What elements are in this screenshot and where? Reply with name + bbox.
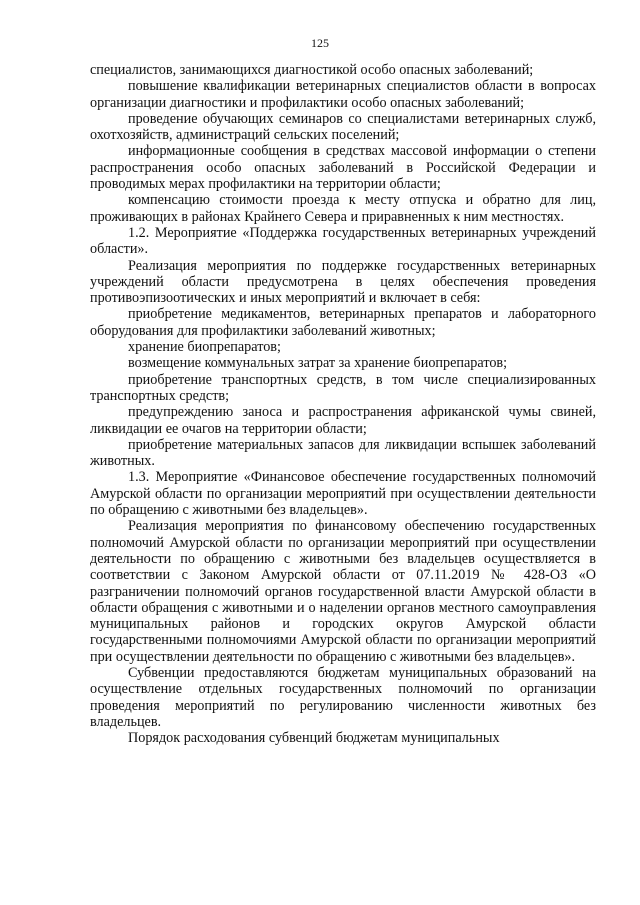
paragraph-11: приобретение транспортных средств, в том числе специализированных транспортных средств; [90,371,596,404]
paragraph-3: проведение обучающих семинаров со специалистами ветеринарных служб, охотхозяйств, администраций сельских поселений; [90,110,596,144]
paragraph-5: компенсацию стоимости проезда к месту отпуска и обратно для лиц, проживающих в районах Крайнего Севера и приравненных к ним местностях. [90,192,596,225]
paragraph-4: информационные сообщения в средствах массовой информации о степени распространения особо опасных заболеваний в Российской Федерации и проводимых мерах профилактики на территории области; [90,143,596,193]
paragraph-12: предупреждению заноса и распространения африканской чумы свиней, ликвидации ее очагов на территории области; [90,404,596,437]
page-number: 125 [311,36,329,50]
paragraph-16: Субвенции предоставляются бюджетам муниципальных образований на осуществление отдельных государственных полномочий по организации проведения мероприятий по регулированию численности животных без владельцев. [90,664,596,730]
paragraph-13: приобретение материальных запасов для ликвидации вспышек заболеваний животных. [90,436,596,470]
section-heading-1-3: 1.3. Мероприятие «Финансовое обеспечение государственных полномочий Амурской области по организации мероприятий при осуществлении деятельности по обращению с животными без владельцев». [90,469,596,519]
paragraph-7: Реализация мероприятия по поддержке государственных ветеринарных учреждений области предусмотрена в целях обеспечения проведения противоэпизоотических и иных мероприятий и включает в себя: [90,257,596,307]
paragraph-8: приобретение медикаментов, ветеринарных препаратов и лабораторного оборудования для профилактики заболеваний животных; [90,306,596,339]
paragraph-2: повышение квалификации ветеринарных специалистов области в вопросах организации диагностики и профилактики особо опасных заболеваний; [90,78,596,111]
paragraph-15: Реализация мероприятия по финансовому обеспечению государственных полномочий Амурской области по организации мероприятий при осуществлении деятельности по обращению с животными без владельцев осуществляется в соответствии с Законом Амурской области от 07.11.2019 № 428-ОЗ «О разграничении полномочий органов государственной власти Амурской области в области обращения с животными и о наделении органов местного самоуправления муниципальных районов и городских округов Амурской области государственными полномочиями Амурской области по организации мероприятий при осуществлении деятельности по обращению с животными без владельцев». [90,518,596,665]
section-heading-1-2: 1.2. Мероприятие «Поддержка государственных ветеринарных учреждений области». [90,224,596,258]
paragraph-10: возмещение коммунальных затрат за хранение биопрепаратов; [128,355,508,372]
paragraph-17: Порядок расходования субвенций бюджетам муниципальных [128,730,500,747]
paragraph-1: специалистов, занимающихся диагностикой особо опасных заболеваний; [90,62,534,78]
document-body [90,62,596,746]
paragraph-9: хранение биопрепаратов; [128,339,281,356]
